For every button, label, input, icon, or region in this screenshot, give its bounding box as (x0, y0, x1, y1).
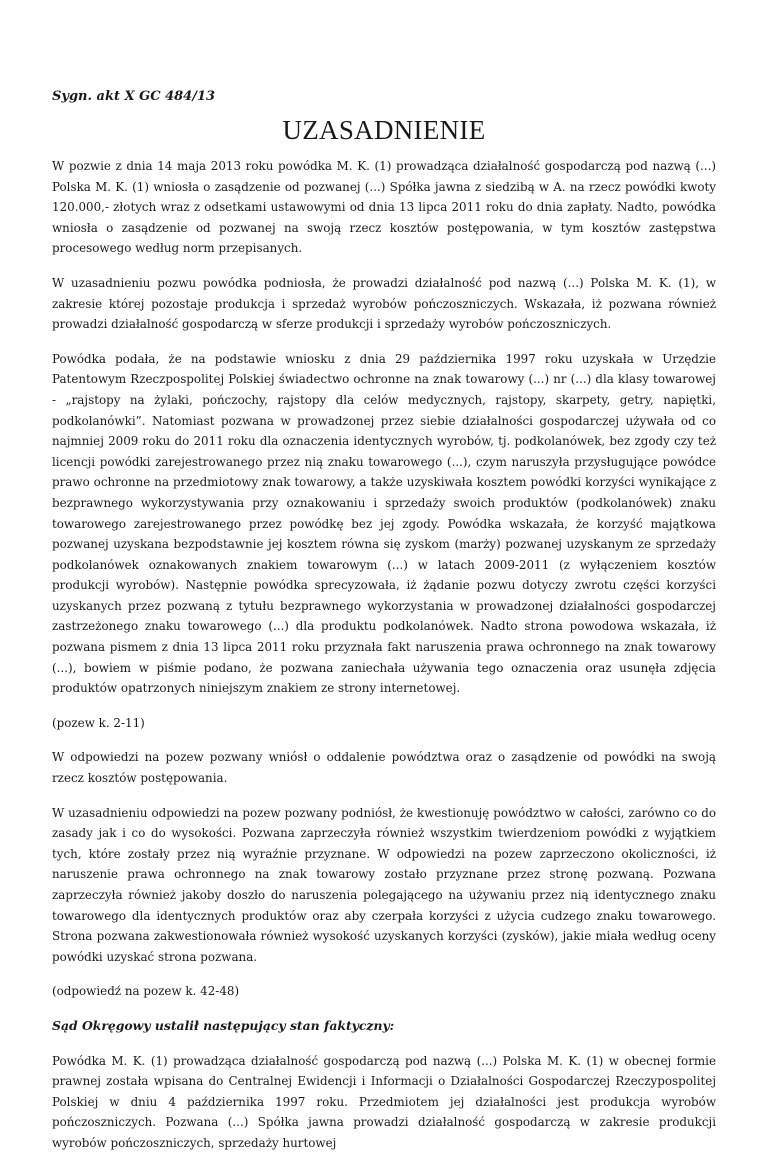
document-title: UZASADNIENIE (282, 115, 486, 145)
paragraph-claim-justification: W uzasadnieniu pozwu powódka podniosła, że prowadzi działalność pod nazwą (...) Polska M. K. (1), w zakresie której pozostaje produkcja i sprzedaż wyrobów pończoszniczych. Wskazała, iż pozwana również prowadzi działalność gospodarczą w sferze produkcji i sprzedaży wyrobów pończoszniczych. (52, 275, 716, 332)
paragraph-defendant-justification: W uzasadnieniu odpowiedzi na pozew pozwany podniósł, że kwestionuję powództwo w całości, zarówno co do zasady jak i co do wysokości. Pozwana zaprzeczyła również wszystkim twierdzeniom powódki z wyjątkiem tych, które zostały przez nią wyraźnie przyznane. W odpowiedzi na pozew zaprzeczono okoliczności, iż naruszenie prawa ochronnego na znak towarowy zostało przyznane przez stronę pozwaną. Pozwana zaprzeczyła również jakoby doszło do naruszenia polegającego na używaniu przez nią identycznego znaku towarowego dla identycznych produktów oraz aby czerpała korzyści z użycia cudzego znaku towarowego. Strona pozwana zakwestionowała również wysokość uzyskanych korzyści (zysków), jakie miała według oceny powódki uzyskać strona pozwana. (52, 805, 716, 964)
file-reference-response: (odpowiedź na pozew k. 42-48) (52, 984, 240, 999)
paragraph-defendant-response: W odpowiedzi na pozew pozwany wniósł o oddalenie powództwa oraz o zasądzenie od powódki na swoją rzecz kosztów postępowania. (52, 750, 716, 786)
paragraph-established-facts: Powódka M. K. (1) prowadząca działalność gospodarczą pod nazwą (...) Polska M. K. (1) w obecnej formie prawnej została wpisana do Centralnej Ewidencji i Informacji o Działalności Gospodarczej Rzeczypospolitej Polskiej w dniu 4 października 1997 roku. Przedmiotem jej działalności jest produkcja wyrobów pończoszniczych. Pozwana (...) Spółka jawna prowadzi działalność gospodarczą w zakresie produkcji wyrobów pończoszniczych, sprzedaży hurtowej (52, 1053, 716, 1150)
paragraph-claim: W pozwie z dnia 14 maja 2013 roku powódka M. K. (1) prowadząca działalność gospodarczą pod nazwą (...) Polska M. K. (1) wniosła o zasądzenie od pozwanej (...) Spółka jawna z siedzibą w A. na rzecz powódki kwoty 120.000,- złotych wraz z odsetkami ustawowymi od dnia 13 lipca 2011 roku do dnia zapłaty. Nadto, powódka wniosła o zasądzenie od pozwanej na swoją rzecz kosztów postępowania, w tym kosztów zastępstwa procesowego według norm przepisanych. (52, 159, 716, 256)
paragraph-trademark-facts: Powódka podała, że na podstawie wniosku z dnia 29 października 1997 roku uzyskała w Urzędzie Patentowym Rzeczpospolitej Polskiej świadectwo ochronne na znak towarowy (...) nr (...) dla klasy towarowej - „rajstopy na żylaki, pończochy, rajstopy dla celów medycznych, rajstopy, skarpety, getry, napiętki, podkolanówki”. Natomiast pozwana w prowadzonej przez siebie działalności gospodarczej używała od co najmniej 2009 roku do 2011 roku dla oznaczenia identycznych wyrobów, tj. podkolanówek, bez zgody czy też licencji powódki zarejestrowanego przez nią znaku towarowego (...), czym naruszyła przysługujące powódce prawo ochronne na przedmiotowy znak towarowy, a także uzyskiwała kosztem powódki korzyści wynikające z bezprawnego wykorzystywania przy oznakowaniu i sprzedaży swoich produktów (podkolanówek) znaku towarowego zarejestrowanego przez powódkę bez jej zgody. Powódka wskazała, że korzyść majątkowa pozwanej uzyskana bezpodstawnie jej kosztem równa się zyskom (marży) pozwanej uzyskanym ze sprzedaży podkolanówek oznakowanych znakiem towarowym (...) w latach 2009-2011 (z wyłączeniem kosztów produkcji wyrobów). Następnie powódka sprecyzowała, iż żądanie pozwu dotyczy zwrotu części korzyści uzyskanych przez pozwaną z tytułu bezprawnego wykorzystania w prowadzonej działalności gospodarczej zastrzeżonego znaku towarowego (...) dla produktu podkolanówek. Nadto strona powodowa wskazała, iż pozwana pismem z dnia 13 lipca 2011 roku przyznała fakt naruszenia prawa ochronnego na znak towarowy (...), bowiem w piśmie podano, że pozwana zaniechała używania tego oznaczenia oraz usunęła zdjęcia produktów opatrzonych niniejszym znakiem ze strony internetowej. (52, 351, 716, 696)
file-reference-claim: (pozew k. 2-11) (52, 715, 145, 730)
document-page (52, 88, 716, 1168)
section-heading-facts: Sąd Okręgowy ustalił następujący stan faktyczny: (52, 1017, 395, 1033)
case-reference: Sygn. akt X GC 484/13 (52, 89, 216, 104)
